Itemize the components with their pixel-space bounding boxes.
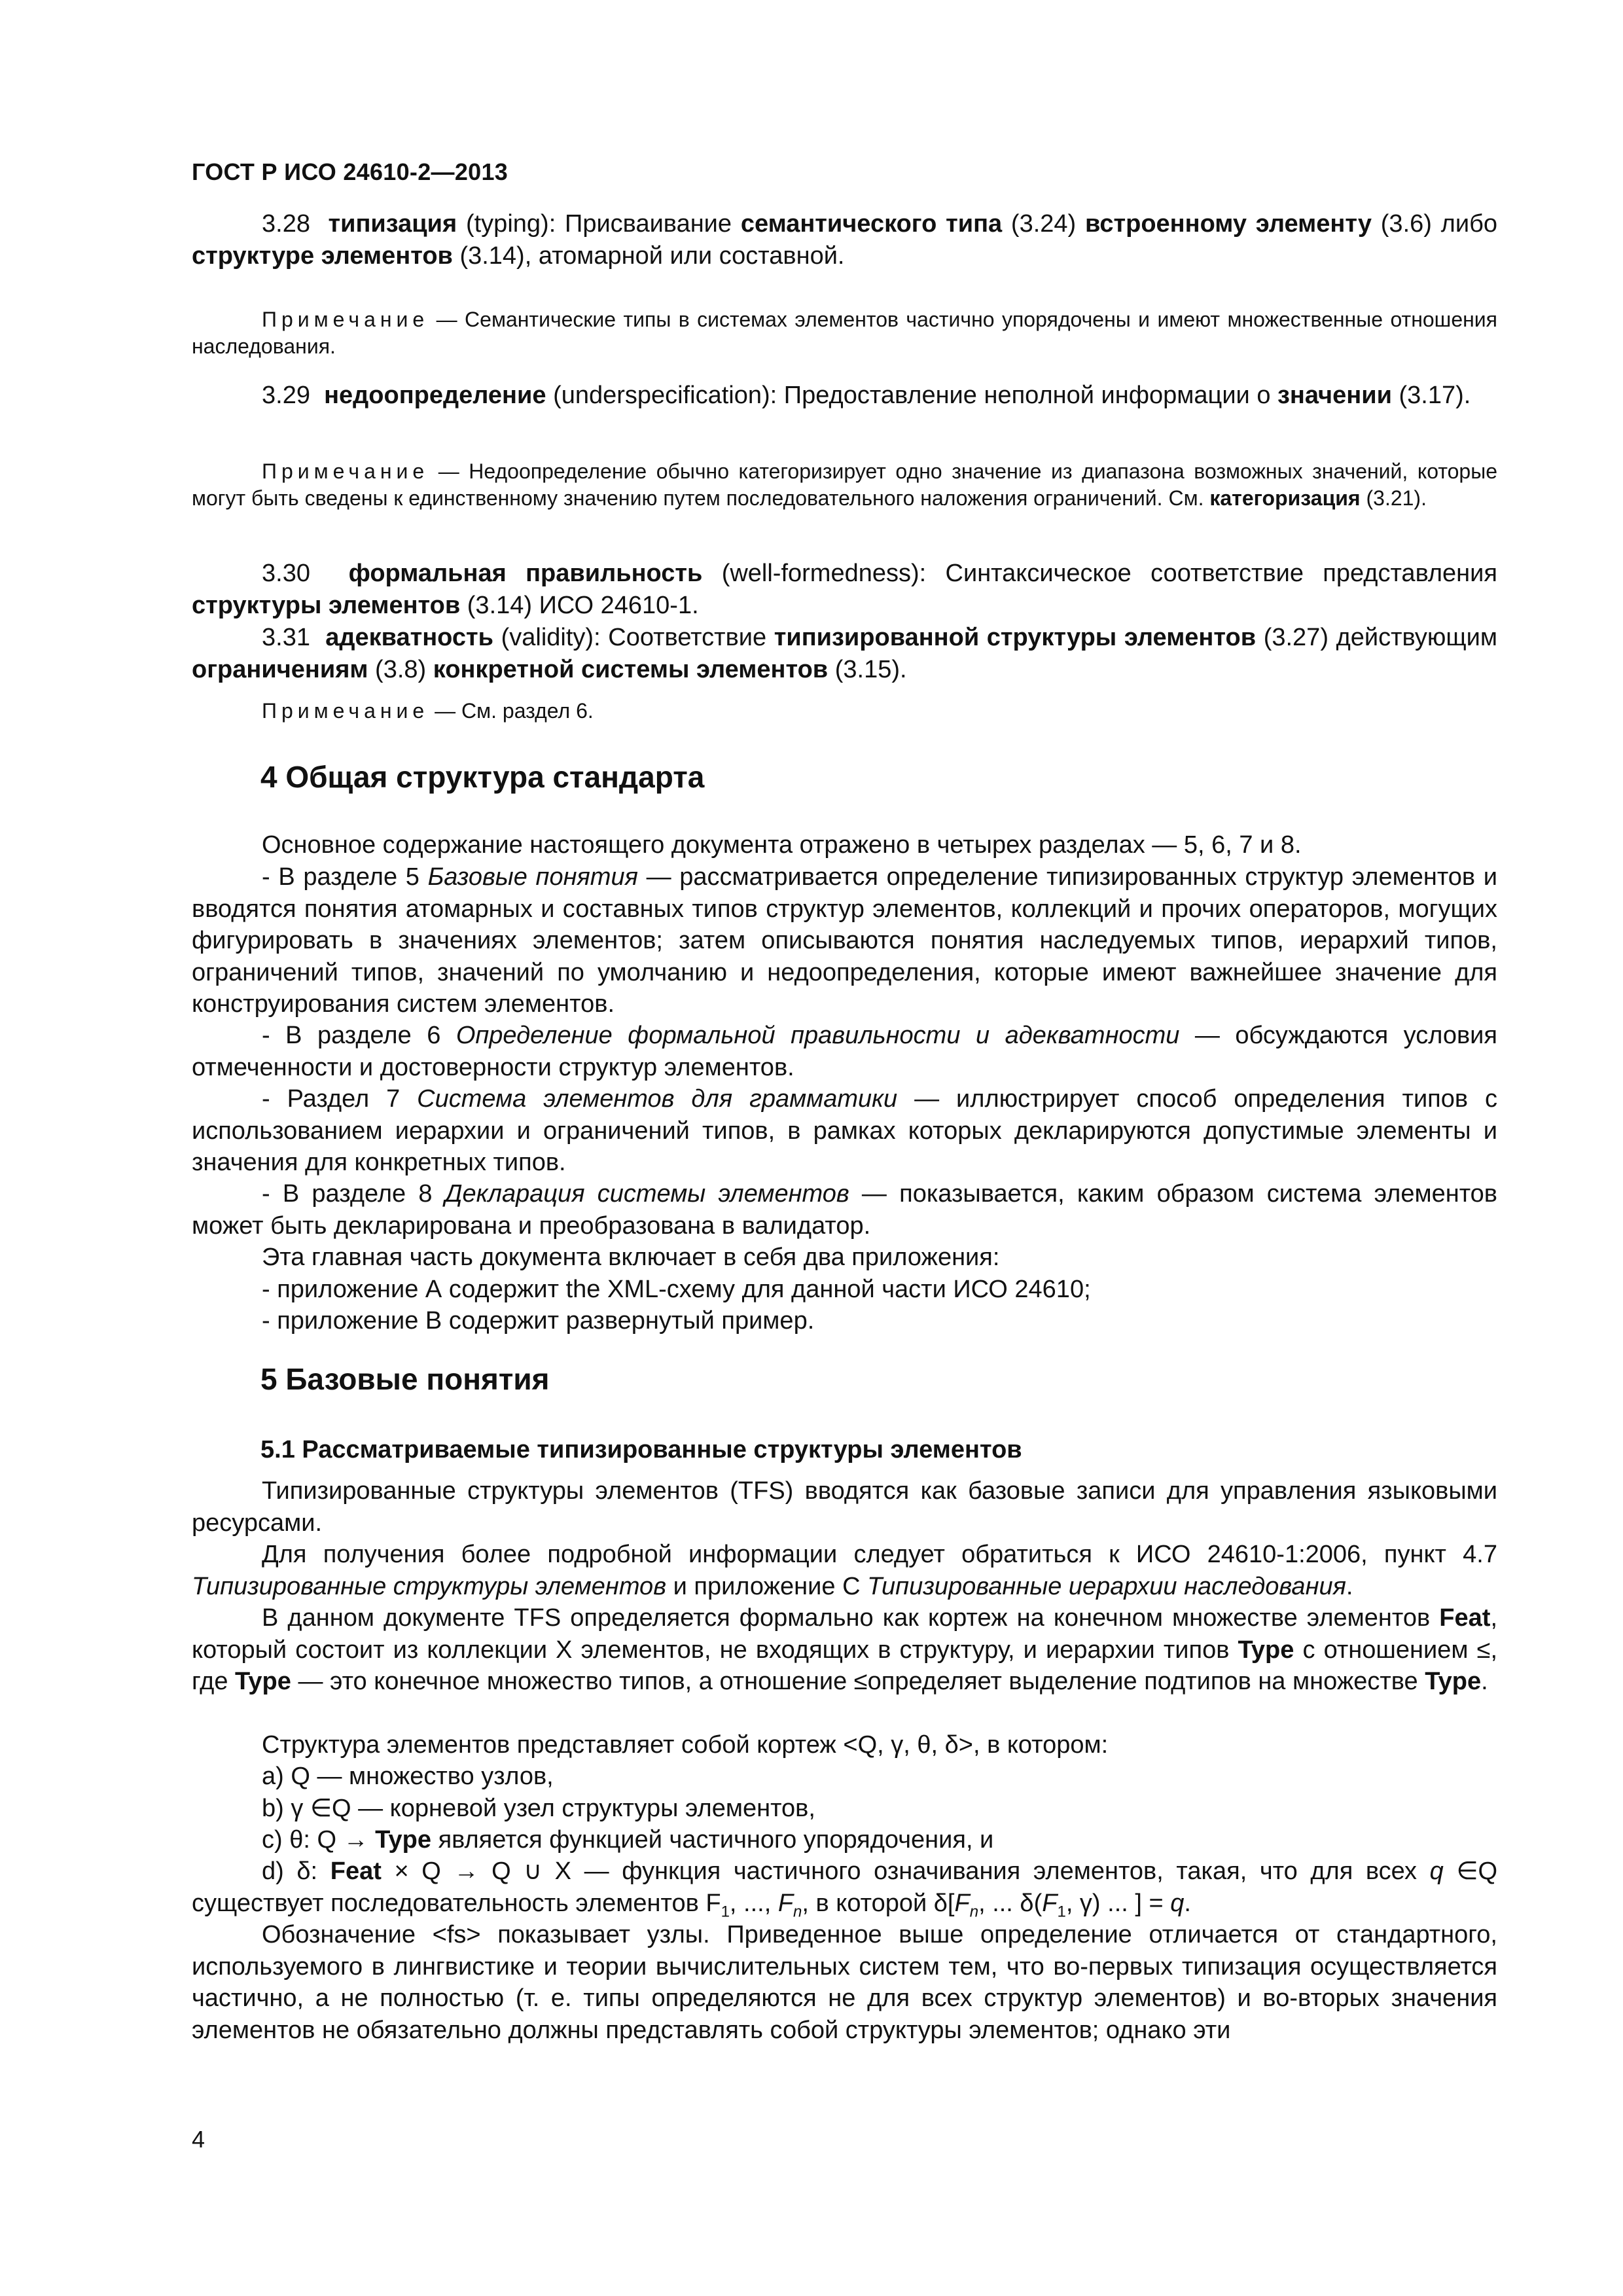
definition-3-30: 3.30 формальная правильность (well-formedness): Синтаксическое соответствие представления структуры элементов (3.14) ИСО 24610-1. <box>192 560 1497 619</box>
section-4-appendix-a: - приложение А содержит the XML-схему для данной части ИСО 24610; <box>262 1276 1091 1303</box>
section-4-appendix-b: - приложение В содержит развернутый пример. <box>262 1307 815 1335</box>
section-4-item-5: - В разделе 5 Базовые понятия — рассматривается определение типизированных структур элементов и вводятся понятия атомарных и составных типов структур элементов, коллекций и прочих операторов, могущих фигурировать в значениях элементов; затем описываются понятия наследуемых типов, иерархий типов, ограничений типов, значений по умолчанию и недоопределения, которые имеют важнейшее значение для конструирования систем элементов. <box>192 863 1497 1018</box>
note-3-29: Примечание — Недоопределение обычно категоризирует одно значение из диапазона возможных значений, которые могут быть сведены к единственному значению путем последовательного наложения ограничений. См. категоризация (3.21). <box>192 459 1497 510</box>
def-term-en: (well-formedness) <box>721 560 919 587</box>
section-4-intro: Основное содержание настоящего документа отражено в четырех разделах — 5, 6, 7 и 8. <box>262 831 1302 859</box>
definition-3-28: 3.28 типизация (typing): Присваивание семантического типа (3.24) встроенному элементу (3.6) либо структуре элементов (3.14), атомарной или составной. <box>192 210 1497 270</box>
section-4-item-7: - Раздел 7 Система элементов для грамматики — иллюстрирует способ определения типов с использованием иерархии и ограничений типов, в рамках которых декларируются допустимые элементы и значения для конкретных типов. <box>192 1085 1498 1176</box>
section-5-1-p2: Для получения более подробной информации следует обратиться к ИСО 24610-1:2006, пункт 4.7 Типизированные структуры элементов и приложение С Типизированные иерархии наследования. <box>192 1541 1497 1600</box>
def-term-en: (underspecification) <box>553 382 770 409</box>
note-3-31: Примечание — См. раздел 6. <box>262 699 594 723</box>
section-5-1-p3: В данном документе TFS определяется формально как кортеж на конечном множестве элементов Feat, который состоит из коллекции X элементов, не входящих в структуру, и иерархии типов Type с отношением ≤, где Type — это конечное множество типов, а отношение ≤определяет выделение подтипов на множестве Type. <box>192 1604 1498 1695</box>
section-5-1-tuple-intro: Структура элементов представляет собой кортеж <Q, γ, θ, δ>, в котором: <box>262 1731 1109 1759</box>
section-5-1-p1: Типизированные структуры элементов (TFS) вводятся как базовые записи для управления языковыми ресурсами. <box>192 1477 1497 1537</box>
list-item-a: а) Q — множество узлов, <box>262 1763 554 1790</box>
def-number: 3.28 <box>262 210 310 238</box>
def-term: адекватность <box>325 624 493 651</box>
definition-3-29: 3.29 недоопределение (underspecification): Предоставление неполной информации о значении (3.17). <box>262 382 1471 409</box>
def-term: типизация <box>328 210 457 238</box>
list-item-b: b) γ ∈Q — корневой узел структуры элементов, <box>262 1794 815 1822</box>
page-number: 4 <box>192 2126 205 2153</box>
def-term-en: (validity) <box>501 624 594 651</box>
section-4-item-8: - В разделе 8 Декларация системы элементов — показывается, каким образом система элементов может быть декларирована и преобразована в валидатор. <box>192 1180 1497 1240</box>
note-label: Примечание <box>262 308 429 331</box>
document-header: ГОСТ Р ИСО 24610-2—2013 <box>192 158 508 185</box>
section-5-1-p6: Обозначение <fs> показывает узлы. Приведенное выше определение отличается от стандартного, используемого в лингвистике и теории вычислительных систем тем, что во-первых типизация осуществляется частично, а не полностью (т. е. типы определяются не для всех структур элементов) и во-вторых значения элементов не обязательно должны представлять собой структуры элементов; однако эти <box>192 1921 1497 2044</box>
note-label: Примечание <box>262 459 429 483</box>
def-number: 3.31 <box>262 624 310 651</box>
def-term-en: (typing) <box>465 210 549 238</box>
def-term: формальная правильность <box>348 560 703 587</box>
def-term: недоопределение <box>324 382 546 409</box>
section-4-appendix-intro: Эта главная часть документа включает в себя два приложения: <box>262 1244 1000 1271</box>
note-3-28: Примечание — Семантические типы в системах элементов частично упорядочены и имеют множественные отношения наследования. <box>192 308 1497 358</box>
section-4-item-6: - В разделе 6 Определение формальной правильности и адекватности — обсуждаются условия отмеченности и достоверности структур элементов. <box>192 1022 1497 1081</box>
definition-3-31: 3.31 адекватность (validity): Соответствие типизированной структуры элементов (3.27) действующим ограничениям (3.8) конкретной системы элементов (3.15). <box>192 624 1497 683</box>
section-5-heading: 5 Базовые понятия <box>260 1362 550 1396</box>
def-number: 3.29 <box>262 382 310 409</box>
section-5-1-heading: 5.1 Рассматриваемые типизированные структуры элементов <box>260 1436 1022 1463</box>
list-item-d: d) δ: Feat × Q → Q ∪ X — функция частичного означивания элементов, такая, что для всех q ∈Q существует последовательность элементов $F_1$, ..., $F_n$, в которой $\delta[F_n$, ... $\delta(F_1$, γ) ... ] = q. <box>192 1857 1498 1921</box>
section-4-heading: 4 Общая структура стандарта <box>260 760 705 794</box>
tuple-list <box>262 1761 993 1856</box>
note-label: Примечание <box>262 699 429 723</box>
list-item-c: c) θ: Q → Type является функцией частичного упорядочения, и <box>262 1826 994 1854</box>
def-number: 3.30 <box>262 560 310 587</box>
